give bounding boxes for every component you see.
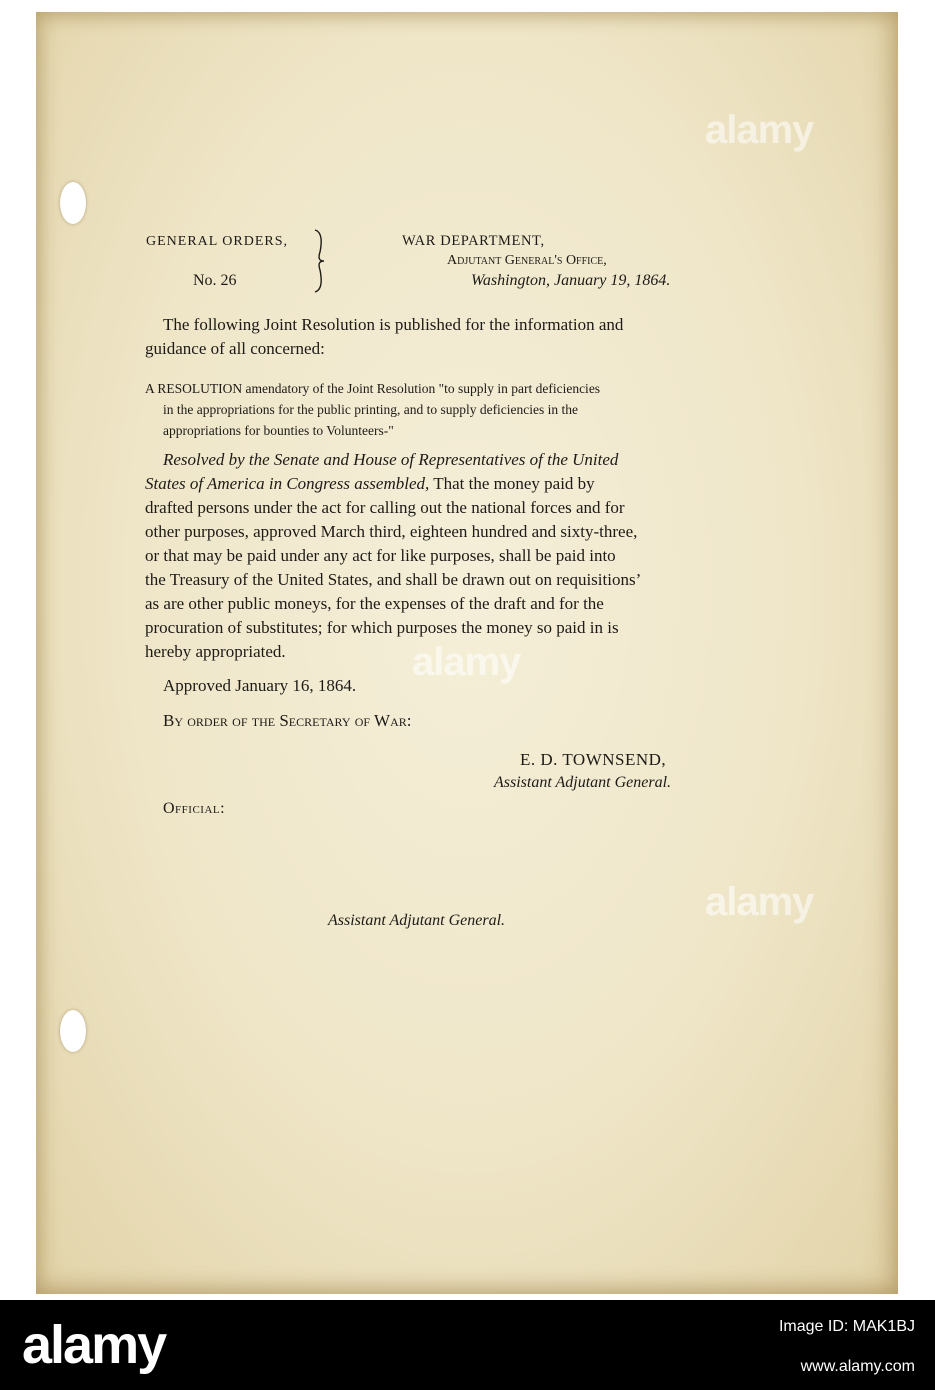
signatory-name: E. D. TOWNSEND,	[520, 750, 667, 769]
resolved-line: Resolved by the Senate and House of Representatives of the United	[163, 450, 619, 469]
image-id: Image ID: MAK1BJ	[778, 1318, 915, 1335]
department-name: WAR DEPARTMENT,	[402, 233, 545, 249]
bottom-signature-title: Assistant Adjutant General.	[328, 912, 506, 929]
general-orders-label: GENERAL ORDERS,	[146, 234, 289, 249]
watermark: alamy	[705, 108, 814, 152]
body-line: drafted persons under the act for calling out the national forces and for	[145, 498, 625, 517]
resolved-line	[145, 472, 595, 496]
resolution-title-line: A RESOLUTION amendatory of the Joint Resolution "to supply in part deficiencies	[145, 381, 601, 396]
body-line: other purposes, approved March third, eighteen hundred and sixty-three,	[145, 522, 638, 541]
body-line: or that may be paid under any act for like purposes, shall be paid into	[145, 546, 616, 565]
brace-icon	[312, 228, 326, 294]
resolved-italic: States of America in Congress assembled,	[145, 474, 430, 493]
place-date: Washington, January 19, 1864.	[471, 272, 671, 289]
watermark: alamy	[412, 640, 521, 684]
body-line: as are other public moneys, for the expenses of the draft and for the	[145, 594, 604, 613]
body-line: hereby appropriated.	[145, 642, 286, 661]
office-name: Adjutant General's Office,	[447, 253, 607, 268]
body-line: procuration of substitutes; for which purposes the money so paid in is	[145, 618, 619, 637]
signatory-title: Assistant Adjutant General.	[494, 774, 672, 791]
by-order-line: By order of the Secretary of War:	[163, 711, 412, 730]
footer-url[interactable]: www.alamy.com	[800, 1358, 915, 1375]
footer-bar	[0, 1300, 935, 1390]
resolution-title-line: appropriations for bounties to Volunteers-"	[163, 423, 394, 438]
punch-hole-bottom	[60, 1010, 86, 1052]
resolved-rest: That the money paid by	[429, 474, 595, 493]
intro-line: The following Joint Resolution is published for the information and	[163, 315, 624, 334]
body-line: the Treasury of the United States, and shall be drawn out on requisitions’	[145, 570, 642, 589]
alamy-logo: alamy	[22, 1315, 166, 1375]
watermark: alamy	[705, 880, 814, 924]
official-label: Official:	[163, 800, 226, 817]
order-number: No. 26	[193, 272, 237, 289]
resolution-title-line: in the appropriations for the public printing, and to supply deficiencies in the	[163, 402, 579, 417]
intro-line: guidance of all concerned:	[145, 339, 325, 358]
punch-hole-top	[60, 182, 86, 224]
approved-date: Approved January 16, 1864.	[163, 676, 357, 695]
